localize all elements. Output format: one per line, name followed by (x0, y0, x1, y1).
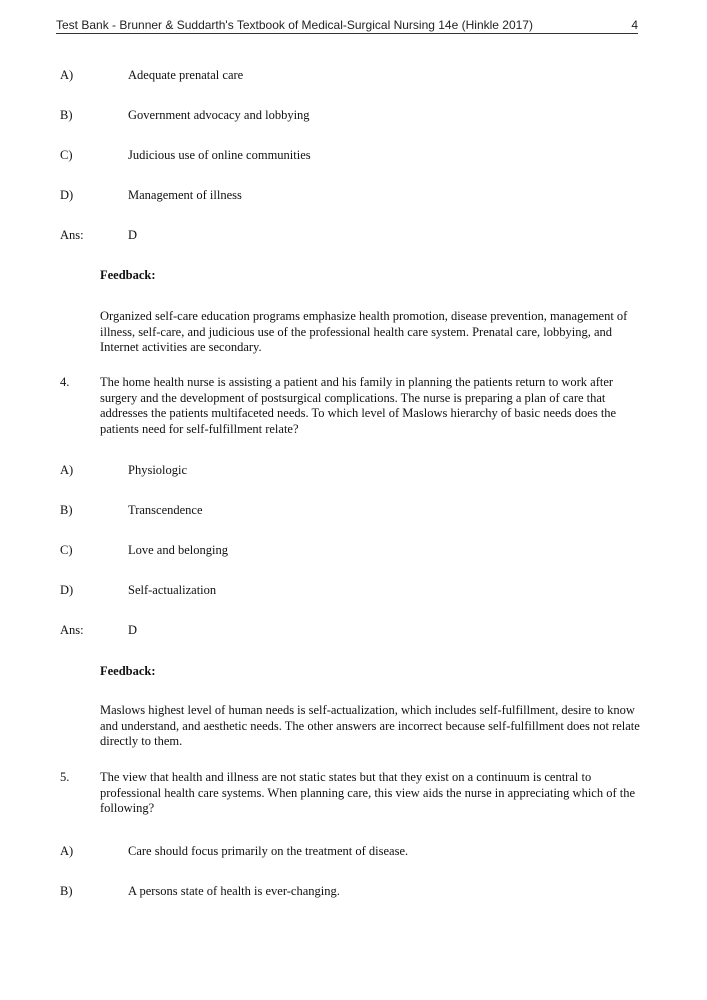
q3-option-c (60, 148, 311, 163)
question-text: The view that health and illness are not static states but that they exist on a continuum is central to professional health care systems. When planning care, this view aids the nurse in appreciating which of the following? (100, 770, 636, 815)
question-text: The home health nurse is assisting a patient and his family in planning the patients return to work after surgery and the development of postsurgical complications. The nurse is preparing a plan of care that addresses the patients multifaceted needs. To which level of Maslows hierarchy of basic needs does the patients need for self-fulfillment relate? (100, 375, 617, 436)
option-text: A persons state of health is ever-changing. (128, 884, 340, 898)
option-text: Care should focus primarily on the treatment of disease. (128, 844, 409, 858)
q4-option-d (60, 583, 216, 598)
page-header (56, 18, 638, 34)
option-label: D) (60, 188, 74, 202)
answer-value: D (128, 228, 138, 242)
option-text: Adequate prenatal care (128, 68, 244, 82)
option-label: C) (60, 148, 73, 162)
q3-answer (60, 228, 137, 243)
option-text: Management of illness (128, 188, 242, 202)
q3-feedback-text: Organized self-care education programs emphasize health promotion, disease prevention, management of illness, self-care, and judicious use of the professional health care system. Prenatal care, lobbying, and Internet activities are secondary. (100, 309, 628, 354)
option-label: A) (60, 844, 74, 858)
option-label: B) (60, 503, 73, 517)
question-number: 4. (60, 375, 70, 389)
header-title: Test Bank - Brunner & Suddarth's Textbook of Medical-Surgical Nursing 14e (Hinkle 2017) (56, 18, 533, 32)
q4-option-b (60, 503, 203, 518)
option-label: A) (60, 463, 74, 477)
option-label: B) (60, 108, 73, 122)
option-text: Physiologic (128, 463, 188, 477)
q4-answer (60, 623, 137, 638)
answer-label: Ans: (60, 228, 84, 242)
q3-option-b (60, 108, 310, 123)
option-label: D) (60, 583, 74, 597)
option-text: Government advocacy and lobbying (128, 108, 310, 122)
page-number: 4 (631, 18, 638, 32)
option-label: C) (60, 543, 73, 557)
option-label: A) (60, 68, 74, 82)
q5-option-a (60, 844, 408, 859)
q4-feedback-text: Maslows highest level of human needs is self-actualization, which includes self-fulfillment, desire to know and understand, and aesthetic needs. The other answers are incorrect because self-fulfillment does not relate directly to them. (100, 703, 640, 748)
question-number: 5. (60, 770, 70, 784)
q5-question (60, 770, 650, 817)
q4-question (60, 375, 650, 437)
option-label: B) (60, 884, 73, 898)
option-text: Judicious use of online communities (128, 148, 311, 162)
option-text: Transcendence (128, 503, 203, 517)
answer-value: D (128, 623, 138, 637)
option-text: Self-actualization (128, 583, 217, 597)
q5-option-b (60, 884, 340, 899)
q3-feedback-label: Feedback: (100, 268, 156, 282)
option-text: Love and belonging (128, 543, 228, 557)
q3-option-a (60, 68, 243, 83)
q4-option-c (60, 543, 228, 558)
q4-feedback-label: Feedback: (100, 664, 156, 678)
q3-option-d (60, 188, 242, 203)
q4-option-a (60, 463, 187, 478)
answer-label: Ans: (60, 623, 84, 637)
